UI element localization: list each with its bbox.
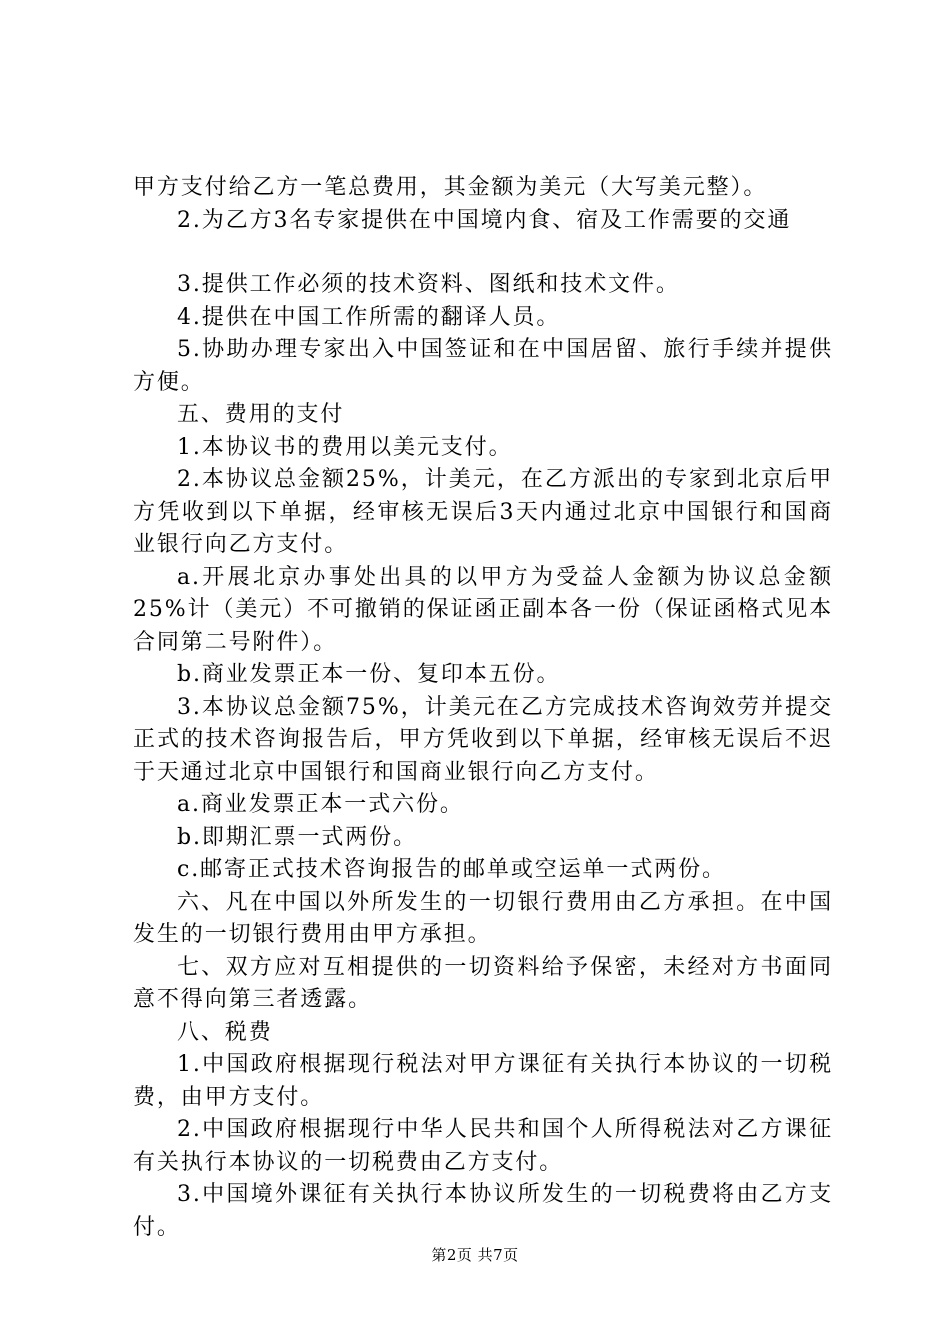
paragraph: 七、双方应对互相提供的一切资料给予保密，未经对方书面同意不得向第三者透露。	[133, 954, 833, 1012]
paragraph: 六、凡在中国以外所发生的一切银行费用由乙方承担。在中国发生的一切银行费用由甲方承担。	[133, 889, 833, 947]
paragraph: 3.中国境外课征有关执行本协议所发生的一切税费将由乙方支付。	[133, 1182, 833, 1240]
paragraph: c.邮寄正式技术咨询报告的邮单或空运单一式两份。	[177, 857, 726, 882]
document-body	[133, 172, 833, 1244]
section-heading: 五、费用的支付	[177, 402, 345, 427]
paragraph: 3.本协议总金额75%，计美元在乙方完成技术咨询效劳并提交正式的技术咨询报告后，甲方凭收到以下单据，经审核无误后不迟于天通过北京中国银行和国商业银行向乙方支付。	[133, 694, 833, 785]
paragraph: 1.中国政府根据现行税法对甲方课征有关执行本协议的一切税费，由甲方支付。	[133, 1052, 833, 1110]
paragraph: 3.提供工作必须的技术资料、图纸和技术文件。	[177, 272, 680, 297]
paragraph: 2.本协议总金额25%，计美元，在乙方派出的专家到北京后甲方凭收到以下单据，经审核无误后3天内通过北京中国银行和国商业银行向乙方支付。	[133, 467, 833, 557]
paragraph: b.商业发票正本一份、复印本五份。	[177, 662, 561, 687]
paragraph: 2.为乙方3名专家提供在中国境内食、宿及工作需要的交通	[177, 207, 792, 233]
paragraph: 2.中国政府根据现行中华人民共和国个人所得税法对乙方课征有关执行本协议的一切税费由乙方支付。	[133, 1117, 833, 1175]
paragraph: a.商业发票正本一式六份。	[177, 792, 464, 817]
paragraph: b.即期汇票一式两份。	[177, 824, 417, 850]
section-heading: 八、税费	[177, 1019, 273, 1045]
paragraph: 甲方支付给乙方一笔总费用，其金额为美元（大写美元整）。	[133, 175, 768, 200]
blank-line	[133, 237, 833, 269]
paragraph: a.开展北京办事处出具的以甲方为受益人金额为协议总金额25%计（美元）不可撤销的保证函正副本各一份（保证函格式见本合同第二号附件）。	[133, 564, 833, 655]
paragraph: 4.提供在中国工作所需的翻译人员。	[177, 304, 561, 330]
paragraph: 1.本协议书的费用以美元支付。	[177, 434, 513, 460]
page-number-footer: 第2页 共7页	[431, 1246, 519, 1264]
paragraph: 5.协助办理专家出入中国签证和在中国居留、旅行手续并提供方便。	[133, 337, 833, 395]
